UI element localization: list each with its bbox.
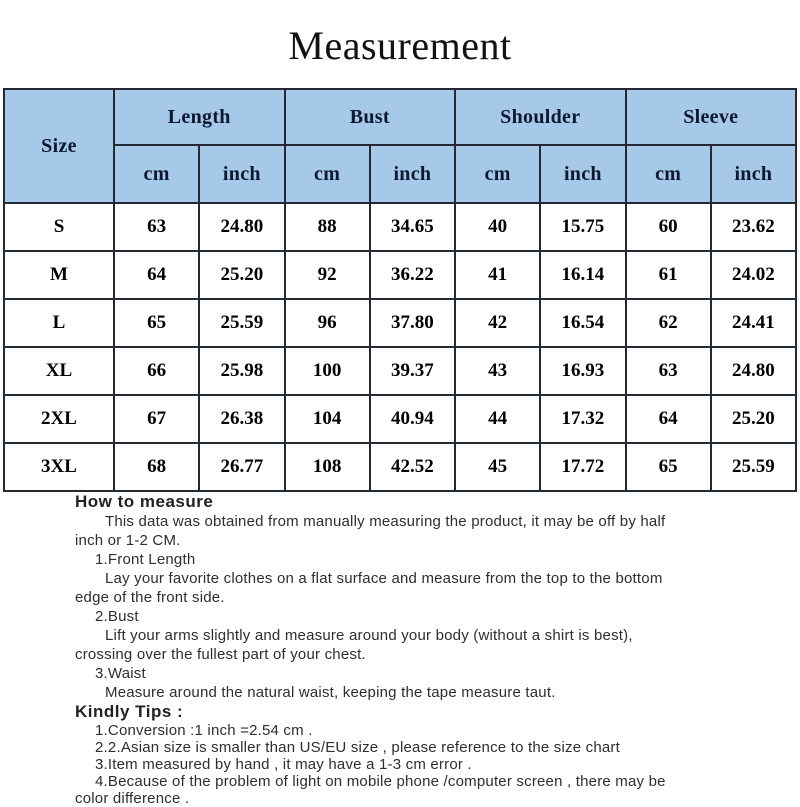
measurement-cell: 25.59 (711, 443, 796, 491)
measurement-cell: 42.52 (370, 443, 455, 491)
notes-section (0, 492, 690, 807)
measurement-cell: 15.75 (540, 203, 625, 251)
tip-color-difference: 4.Because of the problem of light on mobile phone /computer screen , there may be color difference . (75, 773, 666, 807)
measurement-cell: 62 (626, 299, 711, 347)
size-cell: L (4, 299, 114, 347)
unit-header-shoulder-cm: cm (455, 145, 540, 203)
measurement-cell: 63 (114, 203, 199, 251)
measurement-cell: 65 (626, 443, 711, 491)
unit-header-sleeve-cm: cm (626, 145, 711, 203)
column-group-bust: Bust (285, 89, 456, 145)
measurement-cell: 67 (114, 395, 199, 443)
measurement-cell: 36.22 (370, 251, 455, 299)
size-cell: 2XL (4, 395, 114, 443)
measurement-cell: 16.93 (540, 347, 625, 395)
unit-header-shoulder-inch: inch (540, 145, 625, 203)
table-header-group-row (4, 89, 796, 145)
measurement-cell: 44 (455, 395, 540, 443)
table-row-l (4, 299, 796, 347)
measurement-cell: 41 (455, 251, 540, 299)
measurement-cell: 66 (114, 347, 199, 395)
measurement-cell: 17.32 (540, 395, 625, 443)
unit-header-bust-inch: inch (370, 145, 455, 203)
table-row-2xl (4, 395, 796, 443)
step-label-bust: 2.Bust (95, 608, 139, 625)
measurement-cell: 60 (626, 203, 711, 251)
table-header-unit-row (4, 145, 796, 203)
table-row-3xl (4, 443, 796, 491)
tip-conversion: 1.Conversion :1 inch =2.54 cm . (95, 722, 313, 739)
measurement-cell: 40 (455, 203, 540, 251)
measurement-cell: 42 (455, 299, 540, 347)
table-row-s (4, 203, 796, 251)
table-row-xl (4, 347, 796, 395)
measurement-cell: 40.94 (370, 395, 455, 443)
unit-header-length-cm: cm (114, 145, 199, 203)
column-group-length: Length (114, 89, 285, 145)
measurement-cell: 96 (285, 299, 370, 347)
column-header-size: Size (4, 89, 114, 203)
measurement-cell: 64 (626, 395, 711, 443)
measurement-cell: 65 (114, 299, 199, 347)
measurement-cell: 25.59 (199, 299, 284, 347)
measurement-cell: 17.72 (540, 443, 625, 491)
measurement-cell: 24.02 (711, 251, 796, 299)
table-row-m (4, 251, 796, 299)
measurement-cell: 24.41 (711, 299, 796, 347)
page-title: Measurement (288, 23, 512, 68)
measurement-cell: 26.77 (199, 443, 284, 491)
size-chart-table (3, 88, 797, 492)
unit-header-bust-cm: cm (285, 145, 370, 203)
kindly-tips-heading: Kindly Tips : (75, 702, 184, 721)
measurement-cell: 63 (626, 347, 711, 395)
measurement-cell: 16.14 (540, 251, 625, 299)
measurement-cell: 25.20 (199, 251, 284, 299)
measurement-cell: 43 (455, 347, 540, 395)
measurement-cell: 100 (285, 347, 370, 395)
measurement-cell: 26.38 (199, 395, 284, 443)
measurement-cell: 37.80 (370, 299, 455, 347)
measurement-cell: 88 (285, 203, 370, 251)
measurement-cell: 23.62 (711, 203, 796, 251)
measurement-cell: 45 (455, 443, 540, 491)
how-to-measure-intro: This data was obtained from manually measuring the product, it may be off by half inch or 1-2 CM. (75, 513, 666, 549)
how-to-measure-heading: How to measure (75, 492, 214, 511)
tip-asian-size: 2.2.Asian size is smaller than US/EU size , please reference to the size chart (95, 739, 620, 756)
measurement-cell: 24.80 (199, 203, 284, 251)
step-text-bust: Lift your arms slightly and measure around your body (without a shirt is best), crossing over the fullest part of your chest. (75, 627, 633, 663)
size-cell: XL (4, 347, 114, 395)
measurement-cell: 64 (114, 251, 199, 299)
measurement-cell: 104 (285, 395, 370, 443)
measurement-cell: 16.54 (540, 299, 625, 347)
size-cell: S (4, 203, 114, 251)
size-cell: 3XL (4, 443, 114, 491)
tip-hand-measured: 3.Item measured by hand , it may have a 1-3 cm error . (95, 756, 472, 773)
measurement-cell: 24.80 (711, 347, 796, 395)
measurement-cell: 25.20 (711, 395, 796, 443)
measurement-cell: 25.98 (199, 347, 284, 395)
unit-header-sleeve-inch: inch (711, 145, 796, 203)
measurement-cell: 34.65 (370, 203, 455, 251)
step-text-waist: Measure around the natural waist, keeping the tape measure taut. (105, 684, 556, 701)
measurement-cell: 61 (626, 251, 711, 299)
measurement-cell: 92 (285, 251, 370, 299)
measurement-cell: 108 (285, 443, 370, 491)
step-text-front-length: Lay your favorite clothes on a flat surface and measure from the top to the bottom edge of the front side. (75, 570, 663, 606)
unit-header-length-inch: inch (199, 145, 284, 203)
step-label-waist: 3.Waist (95, 665, 146, 682)
step-label-front-length: 1.Front Length (95, 551, 196, 568)
measurement-cell: 68 (114, 443, 199, 491)
size-cell: M (4, 251, 114, 299)
column-group-shoulder: Shoulder (455, 89, 626, 145)
column-group-sleeve: Sleeve (626, 89, 797, 145)
measurement-cell: 39.37 (370, 347, 455, 395)
